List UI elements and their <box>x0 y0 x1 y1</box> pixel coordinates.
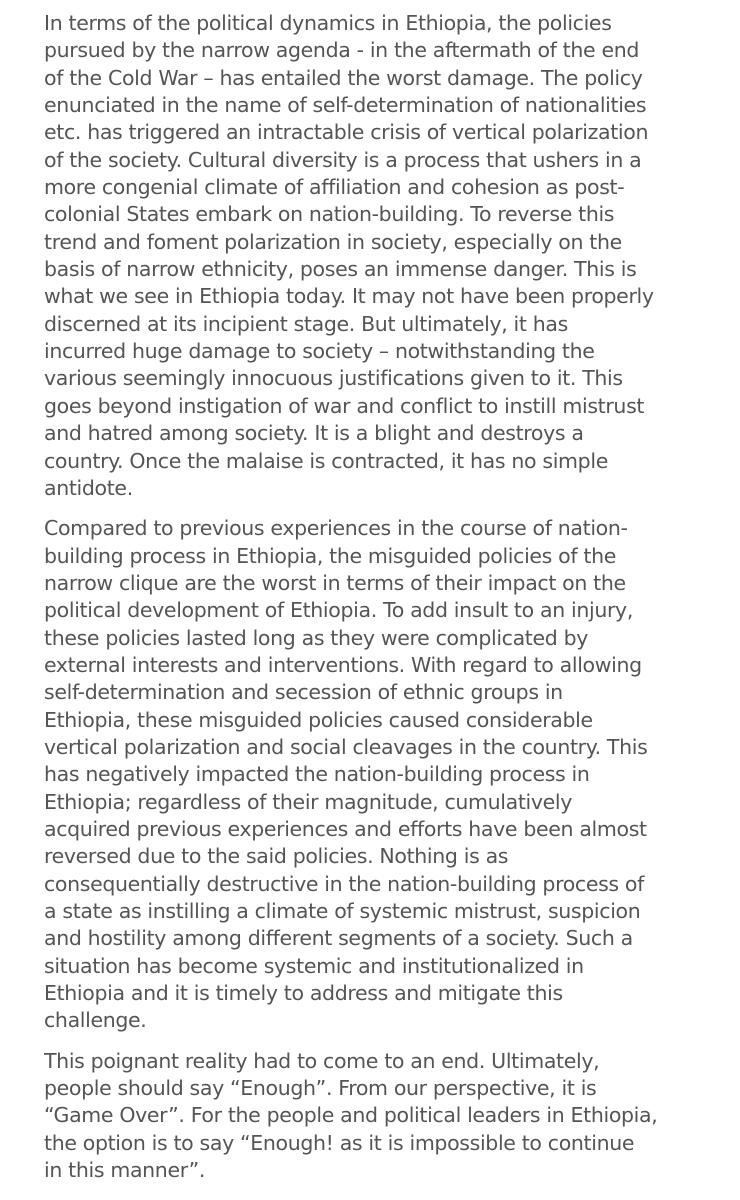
paragraph-poignant-reality: This poignant reality had to come to an end. Ultimately, people should say “Enough”. From our perspective, it is “Game Over”. For the people and political leaders in Ethiopia, the option is to say “Enough! as it is impossible to continue in this manner”. <box>44 1048 658 1183</box>
document-body <box>44 10 704 1197</box>
paragraph-previous-experiences: Compared to previous experiences in the course of nation- building process in Ethiopia, the misguided policies of the narrow clique are the worst in terms of their impact on the political development of Ethiopia. To add insult to an injury, these policies lasted long as they were complicated by external interests and interventions. With regard to allowing self-determination and secession of ethnic groups in Ethiopia, these misguided policies caused considerable vertical polarization and social cleavages in the country. This has negatively impacted the nation-building process in Ethiopia; regardless of their magnitude, cumulatively acquired previous experiences and efforts have been almost reversed due to the said policies. Nothing is as consequentially destructive in the nation-building process of a state as instilling a climate of systemic mistrust, suspicion and hostility among different segments of a society. Such a situation has become systemic and institutionalized in Ethiopia and it is timely to address and mitigate this challenge. <box>44 516 648 1033</box>
paragraph-political-dynamics: In terms of the political dynamics in Ethiopia, the policies pursued by the narrow agenda - in the aftermath of the end of the Cold War – has entailed the worst damage. The policy enunciated in the name of self-determination of nationalities etc. has triggered an intractable crisis of vertical polarization of the society. Cultural diversity is a process that ushers in a more congenial climate of affiliation and cohesion as post- colonial States embark on nation-building. To reverse this trend and foment polarization in society, especially on the basis of narrow ethnicity, poses an immense danger. This is what we see in Ethiopia today. It may not have been properly discerned at its incipient stage. But ultimately, it has incurred huge damage to society – notwithstanding the various seemingly innocuous justifications given to it. This goes beyond instigation of war and conflict to instill mistrust and hatred among society. It is a blight and destroys a country. Once the malaise is contracted, it has no simple antidote. <box>44 11 654 500</box>
